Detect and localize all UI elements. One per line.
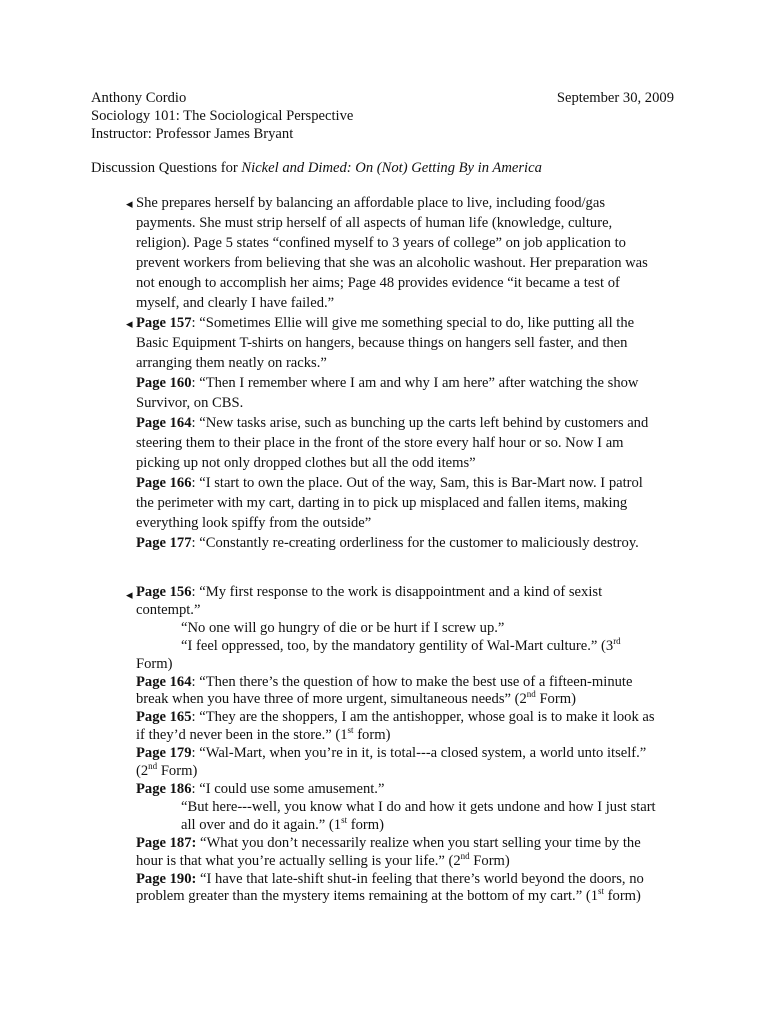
text-span: : “Wal-Mart, when you’re in it, is total---a closed system, a world unto itself.” [191,745,647,762]
text-line: not enough to accomplish her aims; Page 48 provides evidence “it became a test of [136,275,620,291]
text-span: nd [148,761,158,772]
document-title [91,160,542,177]
text-span: : “New tasks arise, such as bunching up the carts left behind by customers and [191,415,649,431]
quote-line [136,727,656,745]
text-span: : “I could use some amusement.” [191,780,385,797]
text-span: (2 [136,763,149,780]
quote-line: “No one will go hungry of die or be hurt if I screw up.” [181,619,505,636]
quote-line [136,763,656,781]
quote-line [136,781,656,799]
document-date: September 30, 2009 [556,90,674,106]
text-span: if they’d never been in the store.” (1 [136,727,348,744]
quote-line: picking up not only dropped clothes but all the odd items” [136,455,476,471]
quote-line [136,674,656,692]
quote-line [136,850,656,871]
quote-line: “But here---well, you know what I do and how it gets undone and how I just start [181,798,656,815]
quote-line [136,814,656,835]
quote-line: everything look spiffy from the outside” [136,515,372,531]
text-line: prevent workers from believing that she was an alcoholic washout. Her preparation was [136,255,648,271]
quote-line [136,533,648,553]
page-ref: Page 157 [136,315,192,331]
quote-line: the perimeter with my cart, darting in to pick up misplaced and fallen items, making [136,495,628,511]
quote-line [136,745,656,763]
text-span: form) [347,816,384,833]
page-ref: Page 164 [136,673,192,690]
quote-line [136,635,656,656]
title-prefix: Discussion Questions for [91,160,242,176]
quote-line [136,584,656,602]
text-span: all over and do it again.” (1 [181,816,342,833]
bullet-arrow-icon: ◂ [126,316,133,331]
text-line: myself, and clearly I have failed.” [136,295,335,311]
text-span: problem greater than the mystery items remaining at the bottom of my cart.” (1 [136,888,598,905]
page-ref: Page 156 [136,584,192,600]
quote-line: steering them to their place in the front of the store every half hour or so. Now I am [136,435,624,451]
text-span: : “Then I remember where I am and why I am here” after watching the show [191,375,639,391]
text-line: payments. She must strip herself of all aspects of human life (knowledge, culture, [136,215,613,231]
section-2-quotes [136,313,648,553]
quote-line [136,691,656,709]
page-ref: Page 190: [136,870,197,887]
text-span: : “Constantly re-creating orderliness for the customer to maliciously destroy. [191,535,639,551]
book-title: Nickel and Dimed: On (Not) Getting By in America [241,160,542,176]
section-3-quotes [136,584,656,906]
quote-line [136,373,648,393]
quote-line: Basic Equipment T-shirts on hangers, because things on hangers sell faster, and then [136,335,628,351]
text-span: : “Then there’s the question of how to make the best use of a fifteen-minute [191,673,633,690]
bullet-arrow-icon: ◂ [126,587,133,602]
text-span: hour is that what you’re actually selling is your life.” (2 [136,852,461,869]
page-ref: Page 187: [136,834,197,851]
text-span: : “They are the shoppers, I am the antishopper, whose goal is to make it look as [191,709,655,726]
quote-line: contempt.” [136,601,201,618]
text-span: nd [460,850,470,861]
text-span: form) [604,888,641,905]
text-span: “I have that late-shift shut-in feeling that there’s world beyond the doors, no [196,870,644,887]
text-line: She prepares herself by balancing an affordable place to live, including food/gas [136,195,605,211]
text-span: “I feel oppressed, too, by the mandatory gentility of Wal-Mart culture.” (3 [181,637,614,654]
text-span: nd [526,689,536,700]
text-span: : “My first response to the work is disappointment and a kind of sexist [191,584,603,600]
text-span: “What you don’t necessarily realize when you start selling your time by the [196,834,641,851]
page-ref: Page 164 [136,415,192,431]
quote-line [136,888,656,906]
quote-line [136,313,648,333]
text-span: : “I start to own the place. Out of the way, Sam, this is Bar-Mart now. I patrol [191,475,643,491]
quote-line: Form) [136,655,173,672]
quote-line: arranging them neatly on racks.” [136,355,327,371]
text-span: Form) [157,763,198,780]
quote-line [136,413,648,433]
text-span: rd [613,635,621,646]
quote-line [136,709,656,727]
text-span: : “Sometimes Ellie will give me something special to do, like putting all the [191,315,635,331]
section-1-paragraph [136,193,648,313]
text-line: religion). Page 5 states “confined myself to 3 years of college” on job application to [136,235,626,251]
text-span: st [347,725,354,736]
page-ref: Page 179 [136,745,192,762]
course-name: Sociology 101: The Sociological Perspective [91,108,354,124]
author-name: Anthony Cordio [91,90,187,106]
text-span: Form) [469,852,510,869]
quote-line [136,871,656,889]
page-ref: Page 186 [136,780,192,797]
text-span: st [598,886,605,897]
quote-line: Survivor, on CBS. [136,395,244,411]
instructor-name: Instructor: Professor James Bryant [91,126,294,142]
text-span: form) [353,727,391,744]
quote-line [136,473,648,493]
page-ref: Page 165 [136,709,192,726]
text-span: st [341,814,348,825]
page-ref: Page 166 [136,475,192,491]
page-ref: Page 177 [136,535,192,551]
page-ref: Page 160 [136,375,192,391]
text-span: Form) [535,691,576,708]
bullet-arrow-icon: ◂ [126,196,133,211]
quote-line [136,835,656,853]
text-span: break when you have three of more urgent, simultaneous needs” (2 [136,691,527,708]
